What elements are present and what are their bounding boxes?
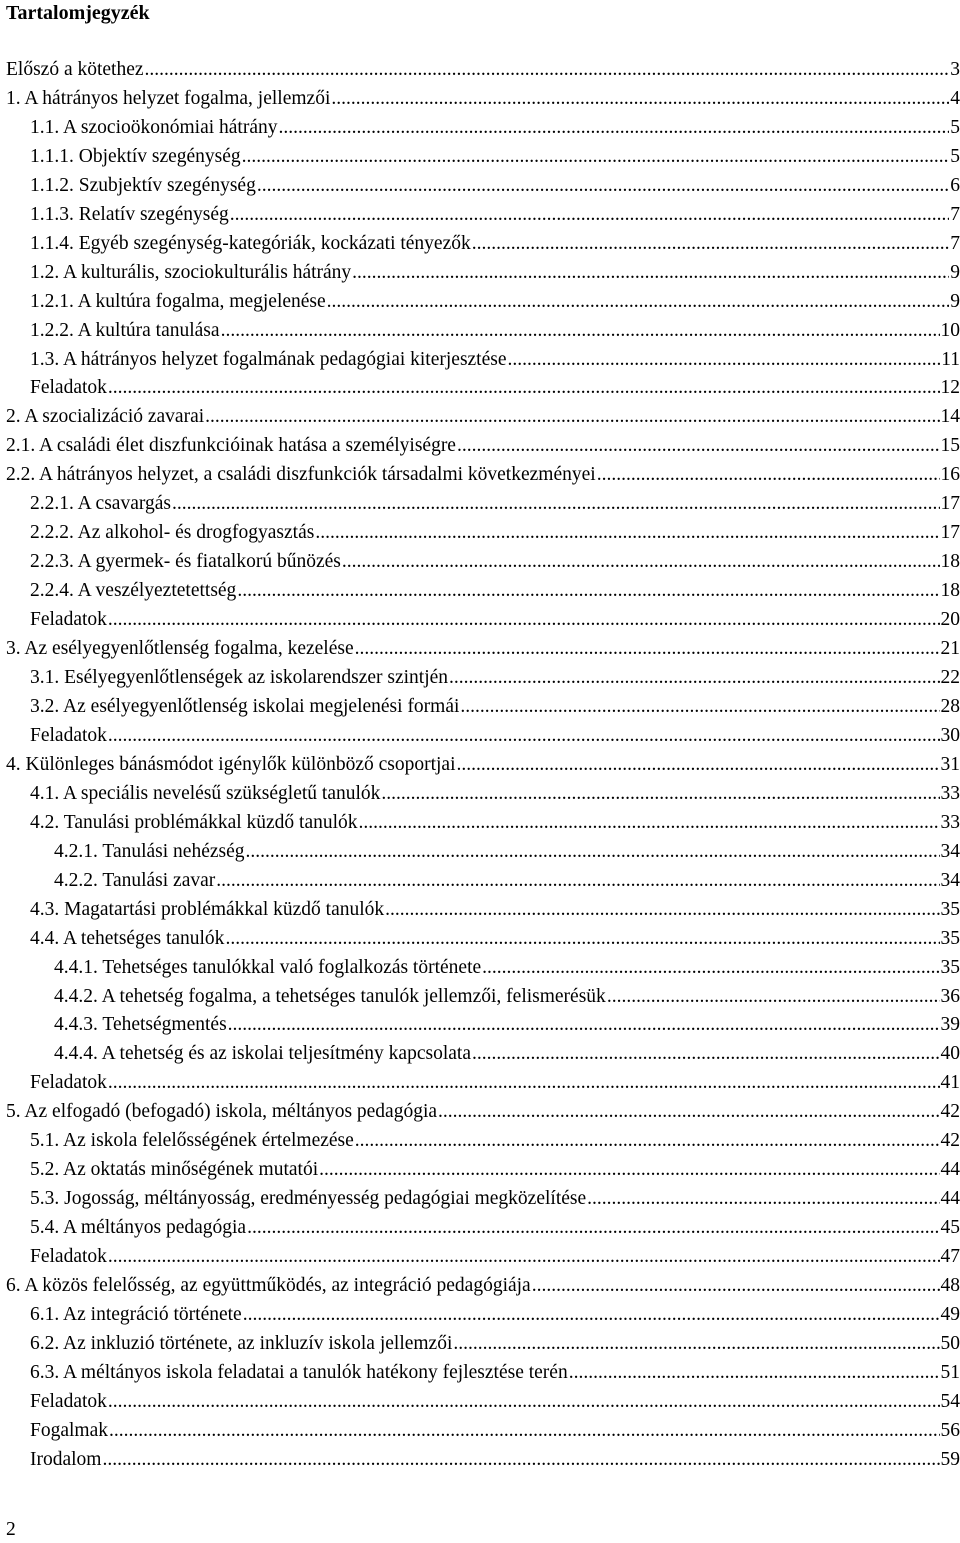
toc-entry[interactable] — [6, 374, 960, 403]
toc-entry[interactable] — [6, 722, 960, 751]
toc-entry-page: 14 — [940, 406, 960, 428]
dot-leader — [607, 983, 940, 1012]
toc-entry[interactable] — [6, 1098, 960, 1127]
dot-leader — [482, 954, 939, 983]
toc-entry-label: 4. Különleges bánásmódot igénylők különböző csoportjai — [6, 753, 456, 775]
toc-entry-page: 15 — [940, 435, 960, 457]
toc-entry-page: 28 — [940, 695, 960, 717]
toc-entry-page: 47 — [940, 1246, 960, 1268]
toc-entry[interactable] — [6, 896, 960, 925]
toc-entry-page: 54 — [940, 1390, 960, 1412]
toc-entry[interactable] — [6, 867, 960, 896]
toc-entry-page: 17 — [940, 522, 960, 544]
toc-entry[interactable] — [6, 1388, 960, 1417]
toc-entry-label: 1.1.1. Objektív szegénység — [30, 145, 241, 167]
toc-entry-label: Feladatok — [30, 609, 107, 631]
toc-entry-label: 3.2. Az esélyegyenlőtlenség iskolai megjelenési formái — [30, 695, 460, 717]
toc-entry[interactable] — [6, 983, 960, 1012]
toc-entry[interactable] — [6, 954, 960, 983]
toc-entry[interactable] — [6, 780, 960, 809]
toc-entry-page: 33 — [940, 811, 960, 833]
toc-entry-label: 5. Az elfogadó (befogadó) iskola, méltányos pedagógia — [6, 1101, 438, 1123]
toc-entry[interactable] — [6, 1069, 960, 1098]
toc-entry-page: 34 — [940, 869, 960, 891]
toc-entry[interactable] — [6, 403, 960, 432]
dot-leader — [352, 259, 949, 288]
toc-entry[interactable] — [6, 346, 960, 375]
dot-leader — [342, 548, 940, 577]
dot-leader — [228, 1011, 940, 1040]
toc-entry[interactable] — [6, 461, 960, 490]
toc-entry-page: 36 — [940, 985, 960, 1007]
toc-entry[interactable] — [6, 606, 960, 635]
toc-entry-label: 1.3. A hátrányos helyzet fogalmának pedagógiai kiterjesztése — [30, 348, 507, 370]
toc-entry-label: Fogalmak — [30, 1419, 108, 1441]
dot-leader — [381, 780, 939, 809]
toc-entry-page: 30 — [940, 724, 960, 746]
dot-leader — [460, 693, 939, 722]
dot-leader — [315, 519, 939, 548]
toc-entry-label: 4.2. Tanulási problémákkal küzdő tanulók — [30, 811, 358, 833]
toc-entry-label: 3.1. Esélyegyenlőtlenségek az iskolarendszer szintjén — [30, 667, 449, 689]
toc-entry[interactable] — [6, 925, 960, 954]
toc-entry[interactable] — [6, 1185, 960, 1214]
toc-entry-page: 20 — [940, 609, 960, 631]
toc-entry-label: 4.1. A speciális nevelésű szükségletű tanulók — [30, 782, 381, 804]
toc-entry[interactable] — [6, 519, 960, 548]
toc-entry-page: 35 — [940, 927, 960, 949]
toc-entry[interactable] — [6, 809, 960, 838]
toc-entry-label: 2.1. A családi élet diszfunkcióinak hatása a személyiségre — [6, 435, 456, 457]
toc-entry[interactable] — [6, 432, 960, 461]
toc-entry-label: 6. A közös felelősség, az együttműködés, az integráció pedagógiája — [6, 1275, 531, 1297]
dot-leader — [108, 606, 940, 635]
toc-entry-label: 4.4.1. Tehetséges tanulókkal való foglalkozás története — [54, 956, 482, 978]
toc-entry-label: Előszó a kötethez — [6, 59, 144, 80]
toc-entry-page: 9 — [950, 261, 960, 283]
dot-leader — [438, 1098, 939, 1127]
toc-entry[interactable] — [6, 1156, 960, 1185]
dot-leader — [216, 867, 939, 896]
toc-entry[interactable] — [6, 172, 960, 201]
toc-entry[interactable] — [6, 114, 960, 143]
toc-entry-label: 4.4.2. A tehetség fogalma, a tehetséges tanulók jellemzői, felismerésük — [54, 985, 606, 1007]
toc-entry[interactable] — [6, 1011, 960, 1040]
dot-leader — [331, 85, 949, 114]
dot-leader — [359, 809, 940, 838]
toc-entry-label: 4.3. Magatartási problémákkal küzdő tanulók — [30, 898, 385, 920]
toc-entry-page: 3 — [950, 59, 960, 80]
toc-entry-page: 39 — [940, 1014, 960, 1036]
toc-entry[interactable] — [6, 259, 960, 288]
toc-entry-page: 56 — [940, 1419, 960, 1441]
toc-entry-label: 1. A hátrányos helyzet fogalma, jellemzői — [6, 87, 331, 109]
toc-entry-label: 6.2. Az inkluzió története, az inkluzív iskola jellemzői — [30, 1332, 453, 1354]
toc-entry-label: 5.3. Jogosság, méltányosság, eredményesség pedagógiai megközelítése — [30, 1188, 587, 1210]
toc-entry-page: 11 — [941, 348, 960, 370]
toc-entry[interactable] — [6, 143, 960, 172]
dot-leader — [453, 1330, 939, 1359]
toc-entry[interactable] — [6, 1127, 960, 1156]
toc-entry-page: 48 — [940, 1275, 960, 1297]
toc-entry-label: 1.2.1. A kultúra fogalma, megjelenése — [30, 290, 326, 312]
dot-leader — [319, 1156, 939, 1185]
toc-entry[interactable] — [6, 577, 960, 606]
dot-leader — [109, 1417, 940, 1446]
toc-entry-page: 31 — [940, 753, 960, 775]
toc-entry-label: 2.2.1. A csavargás — [30, 493, 171, 515]
toc-entry-label: 4.4.3. Tehetségmentés — [54, 1014, 227, 1036]
toc-entry-page: 4 — [950, 87, 960, 109]
toc-entry-page: 34 — [940, 840, 960, 862]
toc-entry-page: 33 — [940, 782, 960, 804]
dot-leader — [508, 346, 941, 375]
toc-entry[interactable] — [6, 838, 960, 867]
page-number: 2 — [6, 1519, 16, 1540]
dot-leader — [108, 722, 940, 751]
toc-entry-page: 51 — [940, 1361, 960, 1383]
toc-entry-page: 42 — [940, 1130, 960, 1152]
toc-entry-page: 7 — [950, 232, 960, 254]
toc-entry-label: 1.1. A szocioökonómiai hátrány — [30, 116, 278, 138]
toc-entry-label: 3. Az esélyegyenlőtlenség fogalma, kezelése — [6, 638, 354, 660]
toc-entry[interactable] — [6, 751, 960, 780]
dot-leader — [449, 664, 939, 693]
page-title: Tartalomjegyzék — [6, 2, 150, 24]
toc-entry-page: 9 — [950, 290, 960, 312]
dot-leader — [172, 490, 940, 519]
toc-entry-page: 21 — [940, 638, 960, 660]
dot-leader — [108, 1243, 940, 1272]
toc-entry-label: 2.2.2. Az alkohol- és drogfogyasztás — [30, 522, 315, 544]
toc-entry[interactable] — [6, 490, 960, 519]
toc-entry-page: 18 — [940, 580, 960, 602]
toc-entry-page: 22 — [940, 667, 960, 689]
toc-entry-label: 6.1. Az integráció története — [30, 1303, 242, 1325]
toc-entry[interactable] — [6, 693, 960, 722]
toc-entry[interactable] — [6, 1243, 960, 1272]
toc-entry-page: 7 — [950, 203, 960, 225]
dot-leader — [457, 751, 940, 780]
toc-entry-label: 2.2. A hátrányos helyzet, a családi diszfunkciók társadalmi következményei — [6, 464, 596, 486]
toc-entry-label: 2. A szocializáció zavarai — [6, 406, 205, 428]
dot-leader — [355, 635, 940, 664]
toc-entry[interactable] — [6, 1417, 960, 1446]
dot-leader — [597, 461, 940, 490]
dot-leader — [225, 925, 939, 954]
toc-entry[interactable] — [6, 664, 960, 693]
table-of-contents — [6, 56, 960, 1475]
dot-leader — [221, 317, 940, 346]
toc-entry-page: 45 — [940, 1217, 960, 1239]
toc-entry[interactable] — [6, 1301, 960, 1330]
toc-entry-label: Feladatok — [30, 1390, 107, 1412]
toc-entry-page: 16 — [940, 464, 960, 486]
dot-leader — [246, 838, 940, 867]
toc-entry-label: 4.2.2. Tanulási zavar — [54, 869, 216, 891]
toc-entry-page: 12 — [940, 377, 960, 399]
toc-entry-page: 5 — [950, 116, 960, 138]
dot-leader — [279, 114, 950, 143]
toc-entry-label: 2.2.3. A gyermek- és fiatalkorú bűnözés — [30, 551, 341, 573]
dot-leader — [355, 1127, 940, 1156]
toc-entry-page: 17 — [940, 493, 960, 515]
toc-entry-page: 35 — [940, 956, 960, 978]
dot-leader — [108, 1388, 940, 1417]
dot-leader — [237, 577, 939, 606]
toc-entry-label: 4.4. A tehetséges tanulók — [30, 927, 225, 949]
toc-entry-label: 1.1.2. Szubjektív szegénység — [30, 174, 256, 196]
toc-entry[interactable] — [6, 1330, 960, 1359]
dot-leader — [385, 896, 939, 925]
dot-leader — [145, 56, 950, 85]
toc-entry[interactable] — [6, 201, 960, 230]
toc-entry-page: 6 — [950, 174, 960, 196]
dot-leader — [257, 172, 949, 201]
toc-entry-page: 44 — [940, 1159, 960, 1181]
toc-entry-label: 1.1.4. Egyéb szegénység-kategóriák, kockázati tényezők — [30, 232, 471, 254]
toc-entry[interactable] — [6, 1359, 960, 1388]
toc-entry-label: Feladatok — [30, 377, 107, 399]
toc-entry-label: 1.1.3. Relatív szegénység — [30, 203, 229, 225]
toc-entry-label: 5.4. A méltányos pedagógia — [30, 1217, 247, 1239]
toc-entry-page: 40 — [940, 1043, 960, 1065]
toc-entry-label: Feladatok — [30, 1246, 107, 1268]
toc-entry-page: 5 — [950, 145, 960, 167]
toc-entry-label: 5.2. Az oktatás minőségének mutatói — [30, 1159, 319, 1181]
toc-entry-page: 44 — [940, 1188, 960, 1210]
dot-leader — [242, 143, 950, 172]
toc-entry-label: 1.2. A kulturális, szociokulturális hátrány — [30, 261, 352, 283]
toc-entry-label: Feladatok — [30, 1072, 107, 1094]
toc-entry[interactable] — [6, 635, 960, 664]
dot-leader — [243, 1301, 940, 1330]
dot-leader — [108, 1069, 940, 1098]
toc-entry-label: 4.2.1. Tanulási nehézség — [54, 840, 245, 862]
dot-leader — [472, 1040, 940, 1069]
toc-entry[interactable] — [6, 1040, 960, 1069]
toc-entry[interactable] — [6, 317, 960, 346]
dot-leader — [247, 1214, 939, 1243]
dot-leader — [205, 403, 939, 432]
toc-entry[interactable] — [6, 548, 960, 577]
dot-leader — [587, 1185, 939, 1214]
toc-entry[interactable] — [6, 1446, 960, 1475]
toc-entry-page: 50 — [940, 1332, 960, 1354]
toc-entry-label: 5.1. Az iskola felelősségének értelmezése — [30, 1130, 354, 1152]
dot-leader — [230, 201, 950, 230]
toc-entry-label: 2.2.4. A veszélyeztetettség — [30, 580, 237, 602]
dot-leader — [472, 230, 950, 259]
toc-entry-label: 4.4.4. A tehetség és az iskolai teljesítmény kapcsolata — [54, 1043, 471, 1065]
toc-entry-label: Feladatok — [30, 724, 107, 746]
dot-leader — [102, 1446, 939, 1475]
toc-entry[interactable] — [6, 1214, 960, 1243]
toc-entry-label: 6.3. A méltányos iskola feladatai a tanulók hatékony fejlesztése terén — [30, 1361, 568, 1383]
toc-entry-label: 1.2.2. A kultúra tanulása — [30, 319, 220, 341]
dot-leader — [327, 288, 950, 317]
toc-entry[interactable] — [6, 56, 960, 85]
dot-leader — [108, 374, 940, 403]
dot-leader — [457, 432, 940, 461]
toc-entry-page: 42 — [940, 1101, 960, 1123]
toc-entry[interactable] — [6, 288, 960, 317]
toc-entry-page: 35 — [940, 898, 960, 920]
toc-entry-page: 41 — [940, 1072, 960, 1094]
toc-entry[interactable] — [6, 1272, 960, 1301]
toc-entry-label: Irodalom — [30, 1448, 102, 1470]
toc-entry-page: 18 — [940, 551, 960, 573]
toc-entry[interactable] — [6, 230, 960, 259]
dot-leader — [569, 1359, 940, 1388]
toc-entry[interactable] — [6, 85, 960, 114]
dot-leader — [532, 1272, 940, 1301]
toc-entry-page: 59 — [940, 1448, 960, 1470]
toc-entry-page: 10 — [940, 319, 960, 341]
toc-entry-page: 49 — [940, 1303, 960, 1325]
